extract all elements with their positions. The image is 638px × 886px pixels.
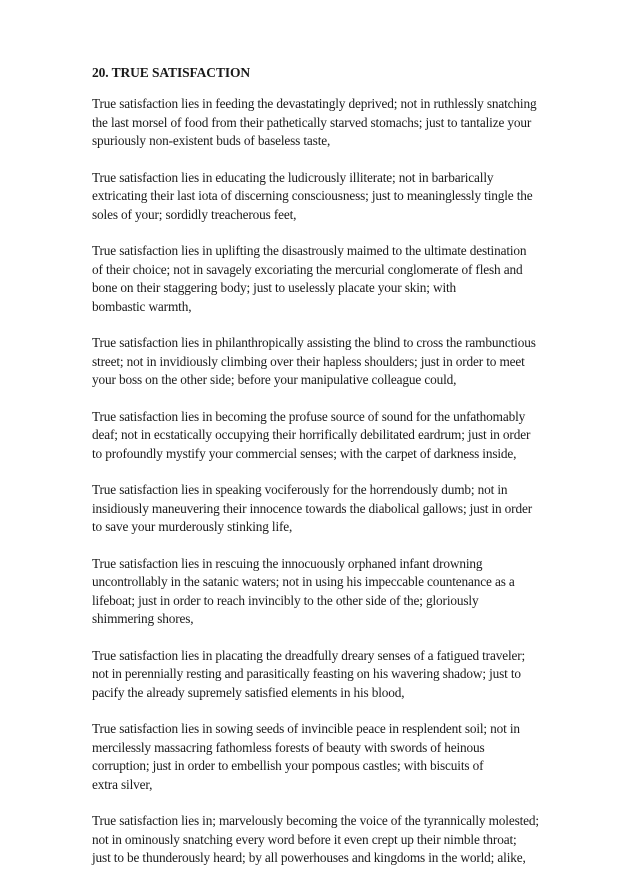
stanza-line: True satisfaction lies in uplifting the disastrously maimed to the ultimate destination <box>92 243 527 258</box>
stanza-8 <box>92 647 562 703</box>
stanza-line: to save your murderously stinking life, <box>92 519 293 534</box>
stanza-7 <box>92 555 562 629</box>
stanza-line: shimmering shores, <box>92 611 194 626</box>
stanza-line: just to be thunderously heard; by all powerhouses and kingdoms in the world; alike, <box>92 850 526 865</box>
stanza-line: corruption; just in order to embellish your pompous castles; with biscuits of <box>92 758 484 773</box>
stanza-line: True satisfaction lies in sowing seeds of invincible peace in resplendent soil; not in <box>92 721 520 736</box>
stanza-line: extra silver, <box>92 776 153 792</box>
stanza-line: uncontrollably in the satanic waters; not in using his impeccable countenance as a <box>92 574 515 589</box>
stanza-3 <box>92 242 562 316</box>
stanza-line: your boss on the other side; before your manipulative colleague could, <box>92 372 457 387</box>
stanza-line: deaf; not in ecstatically occupying their horrifically debilitated eardrum; just in order <box>92 427 531 442</box>
stanza-line: extricating their last iota of discerning consciousness; just to meaninglessly tingle the <box>92 188 533 203</box>
document-page <box>92 64 562 886</box>
stanza-line: lifeboat; just in order to reach invincibly to the other side of the; gloriously <box>92 592 479 608</box>
stanza-line: not in ominously snatching every word before it even crept up their nimble throat; <box>92 831 517 847</box>
stanza-line: to profoundly mystify your commercial senses; with the carpet of darkness inside, <box>92 445 517 461</box>
stanza-line: True satisfaction lies in; marvelously becoming the voice of the tyrannically molested; <box>92 813 539 828</box>
stanza-line: True satisfaction lies in educating the ludicrously illiterate; not in barbarically <box>92 169 494 185</box>
stanza-line: street; not in invidiously climbing over their hapless shoulders; just in order to meet <box>92 353 525 369</box>
stanza-line: True satisfaction lies in feeding the devastatingly deprived; not in ruthlessly snatching <box>92 96 537 111</box>
stanza-line: True satisfaction lies in rescuing the innocuously orphaned infant drowning <box>92 555 483 571</box>
stanza-line: spuriously non-existent buds of baseless taste, <box>92 133 331 148</box>
stanza-line: soles of your; sordidly treacherous feet, <box>92 206 297 222</box>
stanza-line: pacify the already supremely satisfied elements in his blood, <box>92 684 405 700</box>
stanza-line: mercilessly massacring fathomless forests of beauty with swords of heinous <box>92 739 485 755</box>
stanza-6 <box>92 481 562 537</box>
stanza-line: bone on their staggering body; just to uselessly placate your skin; with <box>92 280 457 295</box>
stanza-line: True satisfaction lies in speaking vociferously for the horrendously dumb; not in <box>92 482 508 497</box>
stanza-line: of their choice; not in savagely excoriating the mercurial conglomerate of flesh and <box>92 261 523 277</box>
stanza-4 <box>92 334 562 390</box>
poem-body <box>92 95 562 868</box>
stanza-5 <box>92 408 562 464</box>
stanza-line: not in perennially resting and parasitically feasting on his wavering shadow; just to <box>92 666 521 681</box>
stanza-line: True satisfaction lies in becoming the profuse source of sound for the unfathomably <box>92 408 526 424</box>
stanza-2 <box>92 169 562 225</box>
stanza-line: bombastic warmth, <box>92 298 192 314</box>
stanza-line: True satisfaction lies in philanthropically assisting the blind to cross the rambunctious <box>92 335 536 350</box>
stanza-line: insidiously maneuvering their innocence towards the diabolical gallows; just in order <box>92 500 532 516</box>
stanza-1 <box>92 95 562 151</box>
stanza-line: the last morsel of food from their pathetically starved stomachs; just to tantalize your <box>92 114 532 130</box>
stanza-line: True satisfaction lies in placating the dreadfully dreary senses of a fatigued traveler; <box>92 647 526 663</box>
poem-title: 20. TRUE SATISFACTION <box>92 65 251 80</box>
stanza-10 <box>92 812 562 868</box>
stanza-9 <box>92 720 562 794</box>
